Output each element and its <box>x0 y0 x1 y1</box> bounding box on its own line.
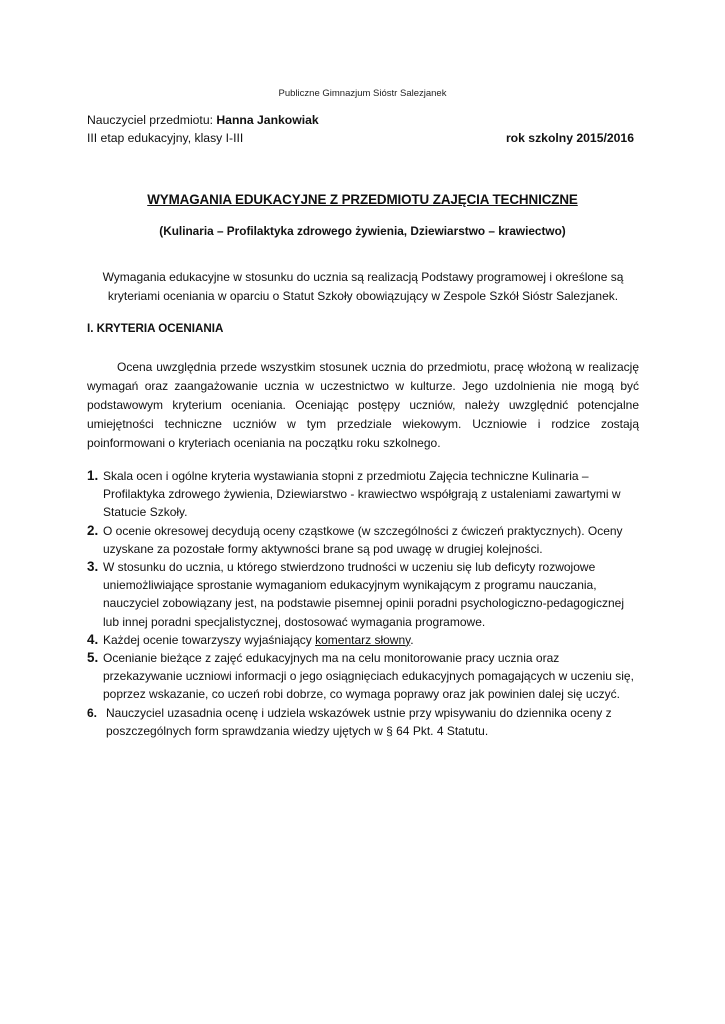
list-item <box>87 704 639 740</box>
criteria-list <box>87 467 639 740</box>
list-item-number: 2. <box>87 522 99 538</box>
list-item-text <box>103 633 414 647</box>
school-year: rok szkolny 2015/2016 <box>505 131 634 145</box>
list-item-number: 5. <box>87 650 99 666</box>
list-item-text: Ocenianie bieżące z zajęć edukacyjnych ma na celu monitorowanie pracy ucznia oraz przekazywanie uczniowi informacji o jego osiągnięciach edukacyjnych pomagających w uczeniu się, poprzez wskazanie, co uczeń robi dobrze, co wymaga poprawy oraz jak powinien dalej się uczyć. <box>103 651 634 702</box>
list-item-text: Skala ocen i ogólne kryteria wystawiania stopni z przedmiotu Zajęcia techniczne Kulinaria – Profilaktyka zdrowego żywienia, Dziewiarstwo - krawiectwo współgrają z ustaleniami zawartymi w Statucie Szkoły. <box>103 469 621 520</box>
list-item <box>87 522 639 558</box>
education-stage: III etap edukacyjny, klasy I-III <box>87 131 244 145</box>
list-item-text: O ocenie okresowej decydują oceny cząstkowe (w szczególności z ćwiczeń praktycznych). Oceny uzyskane za pozostałe formy aktywności brane są pod uwagę w drugiej kolejności. <box>103 523 623 556</box>
criteria-paragraph: Ocena uwzględnia przede wszystkim stosunek ucznia do przedmiotu, pracę włożoną w realizację wymagań oraz zaangażowanie ucznia w uczestnictwo w kulturze. Jego uzdolnienia nie mogą być podstawowym kryterium oceniania. Oceniając postępy uczniów, należy uwzględnić potencjalne umiejętności techniczne uczniów w tym przedziale wiekowym. Uczniowie i rodzice zostają poinformowani o kryteriach oceniania na początku roku szkolnego. <box>87 360 639 450</box>
list-item <box>87 558 639 631</box>
underlined-phrase: komentarz słowny <box>315 632 411 647</box>
list-item <box>87 649 639 704</box>
list-item <box>87 631 639 649</box>
list-item-text: Nauczyciel uzasadnia ocenę i udziela wskazówek ustnie przy wpisywaniu do dziennika oceny z poszczególnych form sprawdzania wiedzy ujętych w § 64 Pkt. 4 Statutu. <box>106 705 612 738</box>
list-item-number: 4. <box>87 631 99 647</box>
document-subtitle: (Kulinaria – Profilaktyka zdrowego żywienia, Dziewiarstwo – krawiectwo) <box>159 224 566 238</box>
list-item-text-start: Każdej ocenie towarzyszy wyjaśniający <box>103 632 316 647</box>
intro-paragraph: Wymagania edukacyjne w stosunku do ucznia są realizacją Podstawy programowej i określone są kryteriami oceniania w oparciu o Statut Szkoły obowiązujący w Zespole Szkół Sióstr Salezjanek. <box>102 270 624 303</box>
teacher-line <box>87 113 319 127</box>
list-item-number: 1. <box>87 468 99 483</box>
teacher-name: Hanna Jankowiak <box>216 113 319 127</box>
teacher-label: Nauczyciel przedmiotu: <box>87 113 217 127</box>
section-heading: I. KRYTERIA OCENIANIA <box>87 322 224 335</box>
list-item-number: 3. <box>87 559 99 575</box>
school-name: Publiczne Gimnazjum Sióstr Salezjanek <box>278 88 447 99</box>
document-title: WYMAGANIA EDUKACYJNE Z PRZEDMIOTU ZAJĘCIA TECHNICZNE <box>147 192 578 207</box>
list-item-text-end: . <box>410 632 414 647</box>
list-item-text: W stosunku do ucznia, u którego stwierdzono trudności w uczeniu się lub deficyty rozwojowe uniemożliwiające sprostanie wymaganiom edukacyjnym wynikającym z programu nauczania, nauczyciel zobowiązany jest, na podstawie pisemnej opinii poradni psychologiczno-pedagogicznej lub innej poradni specjalistycznej, dostosować wymagania programowe. <box>103 560 624 629</box>
list-item <box>87 467 639 522</box>
list-item-number: 6. <box>87 705 98 720</box>
